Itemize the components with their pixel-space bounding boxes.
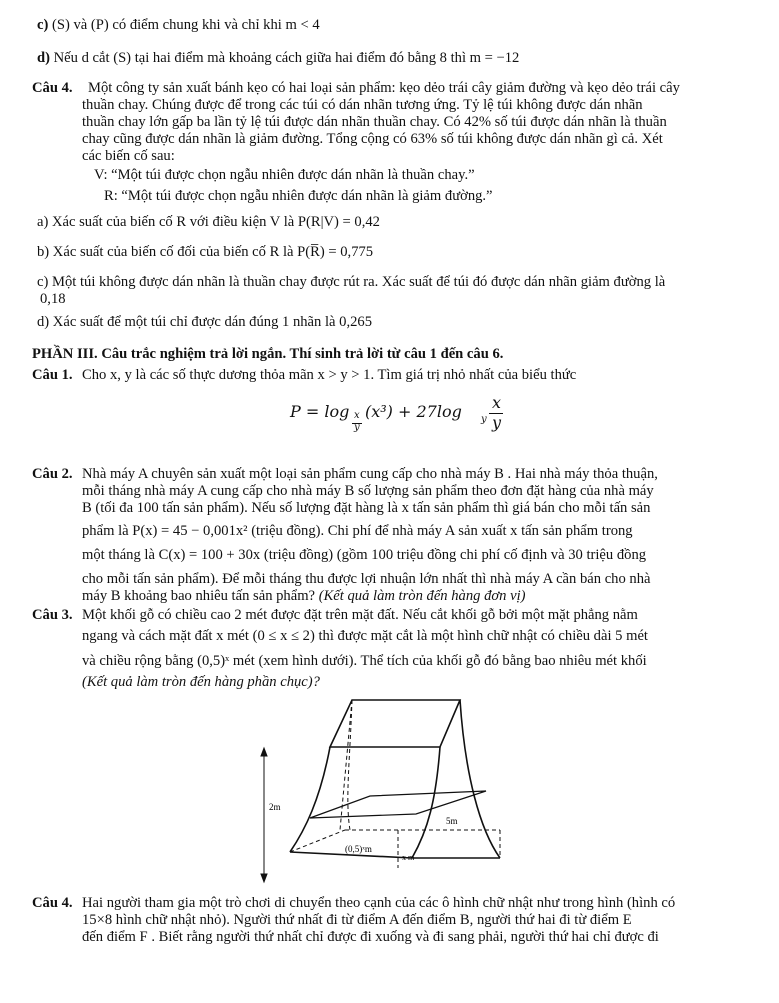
left-front-curve bbox=[290, 747, 330, 852]
log-base-denominator: y bbox=[354, 422, 360, 433]
hidden-vertical-edge bbox=[340, 700, 352, 830]
fraction-denominator: y bbox=[492, 413, 502, 432]
arrow-head-bottom bbox=[261, 874, 267, 882]
q4-game-line-1: Hai người tham gia một trò chơi di chuyển theo cạnh của các ô hình chữ nhật như trong hình (hình có bbox=[82, 895, 676, 911]
fraction-numerator: x bbox=[492, 393, 502, 412]
q1-text: Cho x, y là các số thực dương thỏa mãn x > y > 1. Tìm giá trị nhỏ nhất của biểu thức bbox=[82, 367, 577, 383]
question-label: Câu 1. bbox=[32, 367, 73, 383]
event-v: V: “Một túi được chọn ngẫu nhiên được dán nhãn là thuần chay.” bbox=[94, 167, 475, 183]
item-c bbox=[37, 16, 320, 34]
section-heading: PHẦN III. Câu trắc nghiệm trả lời ngắn. Thí sinh trả lời từ câu 1 đến câu 6. bbox=[32, 346, 504, 362]
q4-line-5: các biến cố sau: bbox=[82, 148, 175, 164]
height-label: 2m bbox=[269, 802, 281, 812]
q2-line-7-text: máy B khoảng bao nhiêu tấn sản phẩm? bbox=[82, 588, 316, 604]
right-back-curve bbox=[460, 700, 500, 858]
q2-line-6: cho mỗi tấn sản phẩm). Để mỗi tháng thu được lợi nhuận lớn nhất thì nhà máy A cần bán cho nhà bbox=[82, 571, 651, 587]
item-d bbox=[37, 49, 519, 67]
hidden-curve bbox=[348, 700, 352, 830]
q2-line-5: một tháng là C(x) = 100 + 30x (triệu đồng) (gồm 100 triệu đồng chi phí cố định và 30 triệu đồng bbox=[82, 547, 647, 563]
statement-a: a) Xác suất của biến cố R với điều kiện V là P(R|V) = 0,42 bbox=[37, 214, 380, 230]
q3-note: (Kết quả làm tròn đến hàng phần chục)? bbox=[82, 674, 320, 690]
q4-line-2: thuần chay. Chúng được để trong các túi có dán nhãn tương ứng. Tỷ lệ túi không được dán nhãn bbox=[82, 97, 643, 113]
q4-line-3: thuần chay lớn gấp ba lần tỷ lệ túi được dán nhãn thuần chay. Có 42% số túi được dán nhãn là thuần bbox=[82, 114, 667, 130]
question-label: Câu 4. bbox=[32, 80, 73, 96]
q3-line-2: ngang và cách mặt đất x mét (0 ≤ x ≤ 2) thì được mặt cắt là một hình chữ nhật có chiều dài 5 mét bbox=[82, 628, 648, 644]
item-label: c) bbox=[37, 17, 49, 33]
wood-block-figure bbox=[250, 690, 540, 890]
question-label: Câu 2. bbox=[32, 466, 73, 482]
event-r: R: “Một túi được chọn ngẫu nhiên được dán nhãn là giảm đường.” bbox=[104, 188, 493, 204]
q4-line-4: chay cũng được dán nhãn là giảm đường. Tổng cộng có 63% số túi không được dán nhãn gì cả. Xét bbox=[82, 131, 663, 147]
q2-line-1: Nhà máy A chuyên sản xuất một loại sản phẩm cung cấp cho nhà máy B . Hai nhà máy thỏa thuận, bbox=[82, 466, 658, 482]
q3-line-1: Một khối gỗ có chiều cao 2 mét được đặt trên mặt đất. Nếu cắt khối gỗ bởi một mặt phẳng nằm bbox=[82, 607, 638, 623]
question-label: Câu 4. bbox=[32, 895, 73, 911]
cross-section bbox=[310, 791, 486, 818]
statement-b: b) Xác suất của biến cố đối của biến cố R là P(R̅) = 0,775 bbox=[37, 244, 374, 260]
q2-note: (Kết quả làm tròn đến hàng đơn vị) bbox=[318, 588, 526, 604]
log-subscript: y bbox=[481, 414, 487, 425]
x-label: x m bbox=[402, 853, 415, 862]
arrow-head-top bbox=[261, 748, 267, 756]
q4-game-line-2: 15×8 hình chữ nhật nhỏ). Người thứ nhất đi từ điểm A đến điểm B, người thứ hai đi từ điểm E bbox=[82, 912, 632, 928]
q2-line-4: phẩm là P(x) = 45 − 0,001x² (triệu đồng). Chi phí để nhà máy A sản xuất x tấn sản phẩm trong bbox=[82, 523, 633, 539]
q4-game-line-3: đến điểm F . Biết rằng người thứ nhất chỉ được đi xuống và đi sang phải, người thứ hai chỉ được đi bbox=[82, 929, 659, 945]
statement-c-line-2: 0,18 bbox=[40, 291, 66, 307]
statement-d: d) Xác suất để một túi chỉ được dán đúng 1 nhãn là 0,265 bbox=[37, 314, 372, 330]
length-label: 5m bbox=[446, 816, 458, 826]
q4-line-1: Một công ty sản xuất bánh kẹo có hai loại sản phẩm: kẹo dẻo trái cây giảm đường và kẹo dẻo trái cây bbox=[88, 80, 680, 96]
statement-c-line-1: c) Một túi không được dán nhãn là thuần chay được rút ra. Xác suất để túi đó được dán nhãn giảm đường là bbox=[37, 274, 666, 290]
formula-middle: (x³) + 27log bbox=[365, 402, 462, 421]
q2-line-7 bbox=[82, 587, 526, 605]
item-label: d) bbox=[37, 50, 50, 66]
q2-line-2: mỗi tháng nhà máy A cung cấp cho nhà máy B số lượng sản phẩm theo đơn đặt hàng của nhà máy bbox=[82, 483, 654, 499]
width-label: (0,5)ˣm bbox=[345, 844, 372, 854]
middle-front-curve bbox=[412, 747, 440, 858]
hidden-bottom-left bbox=[290, 830, 345, 852]
q2-line-3: B (tối đa 100 tấn sản phẩm). Nếu số lượng đặt hàng là x tấn sản phẩm thì giá bán cho mỗi tấn sản bbox=[82, 500, 651, 516]
item-text: Nếu d cắt (S) tại hai điểm mà khoảng cách giữa hai điểm đó bằng 8 thì m = −12 bbox=[53, 50, 520, 66]
q3-line-3: và chiều rộng bằng (0,5)ˣ mét (xem hình dưới). Thể tích của khối gỗ đó bằng bao nhiêu mét khối bbox=[82, 653, 647, 669]
item-text: (S) và (P) có điểm chung khi và chỉ khi m < 4 bbox=[52, 17, 320, 33]
q1-formula bbox=[290, 393, 510, 440]
formula-lhs: P = log bbox=[290, 402, 350, 421]
log-base-numerator: x bbox=[354, 410, 360, 421]
question-label: Câu 3. bbox=[32, 607, 73, 623]
